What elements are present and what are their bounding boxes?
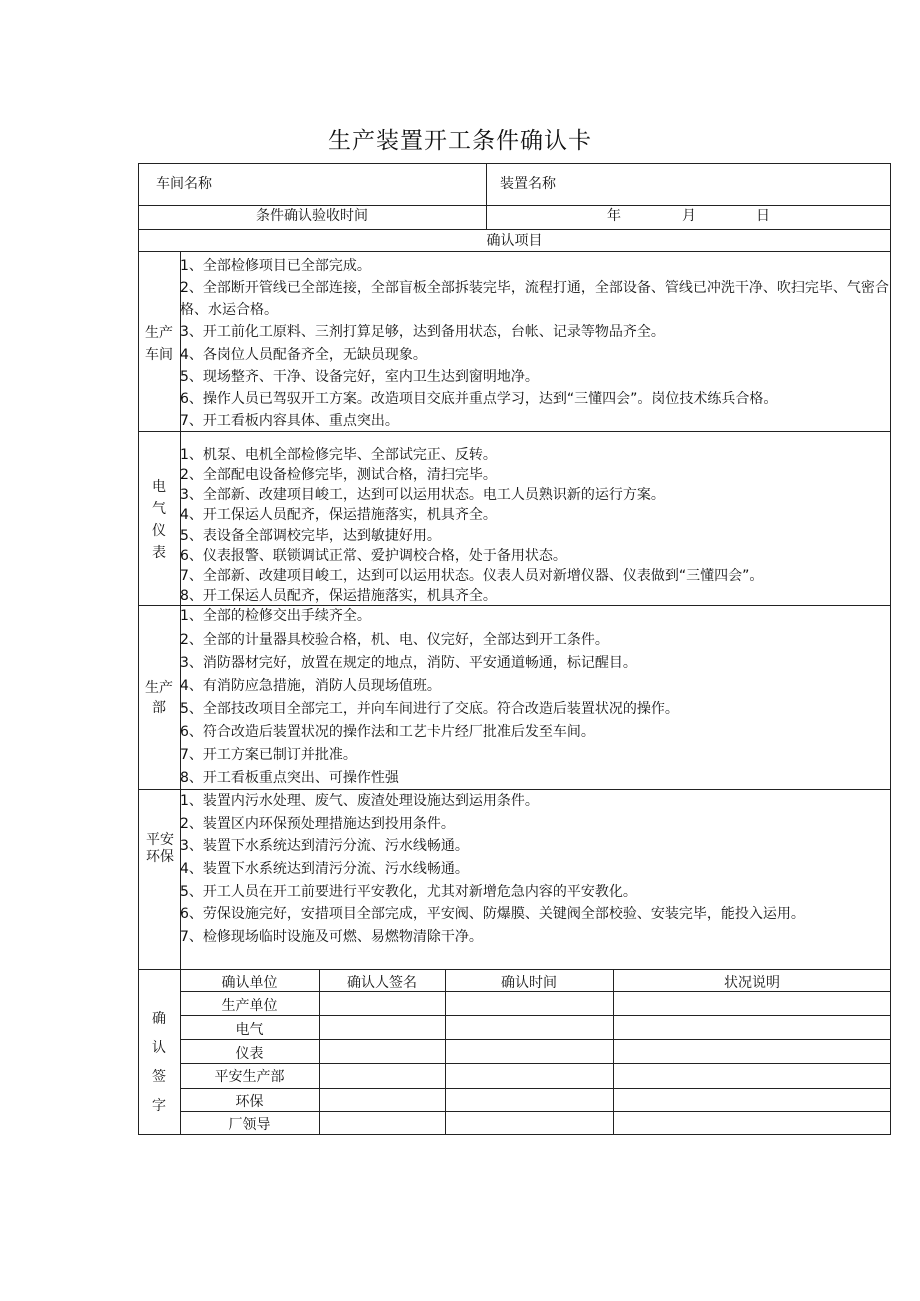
section-label-production-dept: 生产部 xyxy=(145,680,173,716)
list-item: 3、装置下水系统达到清污分流、污水线畅通。 xyxy=(180,838,469,854)
list-item: 3、全部新、改建项目峻工，达到可以运用状态。电工人员熟识新的运行方案。 xyxy=(180,487,665,503)
list-item: 4、有消防应急措施，消防人员现场值班。 xyxy=(180,678,441,694)
section-label-production-workshop: 生产车间 xyxy=(145,325,173,363)
col-header-status-note: 状况说明 xyxy=(724,975,780,991)
table-row: 生产单位 xyxy=(221,998,278,1014)
unit-label: 装置名称 xyxy=(500,176,556,192)
signature-section-label: 确认签字 xyxy=(152,1011,166,1114)
year-label: 年 xyxy=(607,208,621,224)
list-item: 5、现场整齐、干净、设备完好，室内卫生达到窗明地净。 xyxy=(180,369,539,385)
list-item: 2、全部的计量器具校验合格，机、电、仪完好，全部达到开工条件。 xyxy=(180,632,609,648)
list-item: 8、开工看板重点突出、可操作性强 xyxy=(180,770,399,786)
list-item: 7、检修现场临时设施及可燃、易燃物清除干净。 xyxy=(180,929,483,945)
day-label: 日 xyxy=(756,208,770,224)
table-row: 平安生产部 xyxy=(214,1069,285,1085)
list-item: 2、装置区内环保预处理措施达到投用条件。 xyxy=(180,816,455,832)
list-item: 2、全部断开管线已全部连接，全部盲板全部拆装完毕，流程打通，全部设备、管线已冲洗干净、吹扫完毕、气密合格、水运合格。 xyxy=(180,280,889,318)
list-item: 5、表设备全部调校完毕，达到敏捷好用。 xyxy=(180,528,441,544)
table-row: 环保 xyxy=(235,1094,264,1110)
confirm-items-title: 确认项目 xyxy=(486,233,543,249)
list-item: 3、开工前化工原料、三剂打算足够，达到备用状态，台帐、记录等物品齐全。 xyxy=(180,324,665,340)
list-item: 5、全部技改项目全部完工，并向车间进行了交底。符合改造后装置状况的操作。 xyxy=(180,701,679,717)
list-item: 4、各岗位人员配备齐全，无缺员现象。 xyxy=(180,347,427,363)
list-item: 3、消防器材完好，放置在规定的地点，消防、平安通道畅通，标记醒目。 xyxy=(180,655,637,671)
month-label: 月 xyxy=(682,208,696,224)
table-row: 厂领导 xyxy=(228,1117,271,1133)
list-item: 5、开工人员在开工前要进行平安教化，尤其对新增危急内容的平安教化。 xyxy=(180,884,637,900)
list-item: 1、机泵、电机全部检修完毕、全部试完正、反转。 xyxy=(180,447,497,463)
section-label-safety-environment: 平安环保 xyxy=(146,832,174,865)
list-item: 7、开工方案已制订并批准。 xyxy=(180,747,357,763)
list-item: 6、符合改造后装置状况的操作法和工艺卡片经厂批准后发至车间。 xyxy=(180,724,595,740)
list-item: 6、仪表报警、联锁调试正常、爱护调校合格，处于备用状态。 xyxy=(180,548,567,564)
col-header-confirm-time: 确认时间 xyxy=(501,975,557,991)
col-header-signer: 确认人签名 xyxy=(347,975,417,991)
table-row: 仪表 xyxy=(235,1046,264,1062)
list-item: 7、开工看板内容具体、重点突出。 xyxy=(180,413,399,429)
list-item: 8、开工保运人员配齐，保运措施落实，机具齐全。 xyxy=(180,588,497,604)
list-item: 7、全部新、改建项目峻工，达到可以运用状态。仪表人员对新增仪器、仪表做到“三懂四会”。 xyxy=(180,568,764,584)
col-header-confirm-unit: 确认单位 xyxy=(221,975,278,991)
list-item: 4、装置下水系统达到清污分流、污水线畅通。 xyxy=(180,861,469,877)
section-label-electrical-instrument: 电气仪表 xyxy=(152,479,166,561)
list-item: 1、装置内污水处理、废气、废渣处理设施达到运用条件。 xyxy=(180,793,539,809)
list-item: 6、操作人员已驾驭开工方案。改造项目交底并重点学习，达到“三懂四会”。岗位技术练兵合格。 xyxy=(180,391,778,407)
list-item: 2、全部配电设备检修完毕，测试合格，清扫完毕。 xyxy=(180,467,497,483)
acceptance-time-label: 条件确认验收时间 xyxy=(256,208,368,224)
page-title: 生产装置开工条件确认卡 xyxy=(328,128,592,154)
list-item: 6、劳保设施完好，安措项目全部完成，平安阀、防爆膜、关键阀全部校验、安装完毕，能投入运用。 xyxy=(180,906,805,922)
list-item: 1、全部检修项目已全部完成。 xyxy=(180,258,371,274)
list-item: 4、开工保运人员配齐，保运措施落实，机具齐全。 xyxy=(180,507,497,523)
workshop-label: 车间名称 xyxy=(156,176,212,192)
table-row: 电气 xyxy=(235,1022,264,1038)
list-item: 1、全部的检修交出手续齐全。 xyxy=(180,608,371,624)
